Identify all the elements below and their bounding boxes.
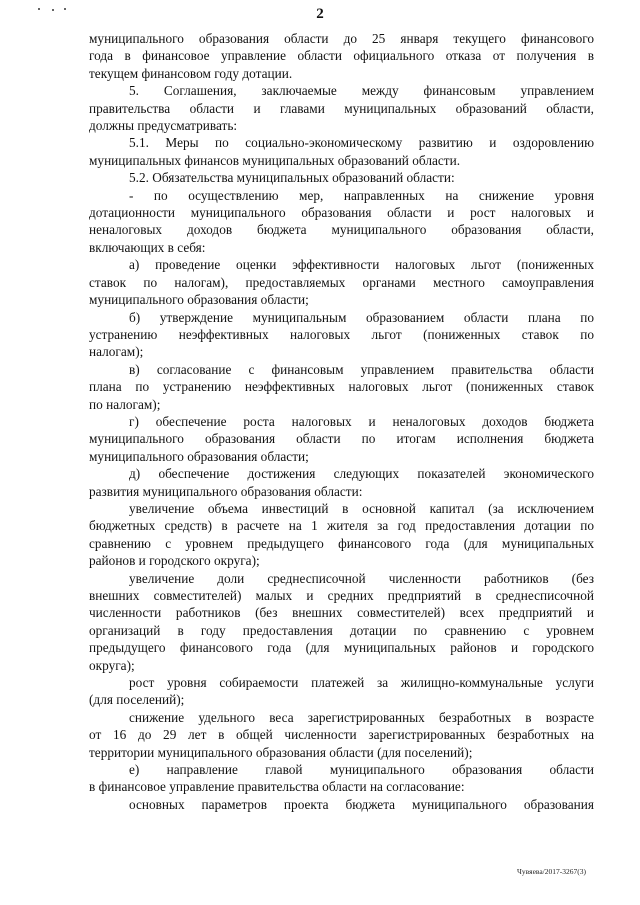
text-line: в финансовое управление правительства области на согласование:: [89, 779, 465, 795]
text-line: 5.1. Меры по социально-экономическому развитию и оздоровлению: [129, 135, 594, 151]
text-line: по налогам);: [89, 396, 161, 412]
text-line: устранению неэффективных налоговых льгот (пониженных ставок по: [89, 326, 594, 342]
text-line: муниципального образования области;: [89, 292, 309, 308]
document-footer-code: Чувяева/2017-3267(3): [517, 867, 586, 876]
text-line: д) обеспечение достижения следующих показателей экономического: [129, 466, 594, 482]
text-line: налогам);: [89, 344, 144, 360]
text-line: текущем финансовом году дотации.: [89, 65, 293, 81]
text-line: в) согласование с финансовым управлением правительства области: [129, 361, 594, 377]
text-line: муниципального образования области по итогам исполнения бюджета: [89, 431, 594, 447]
text-line: б) утверждение муниципальным образованием области плана по: [129, 309, 594, 325]
text-line: территории муниципального образования области (для поселений);: [89, 744, 473, 760]
text-line: (для поселений);: [89, 692, 185, 708]
text-line: сравнению с уровнем предыдущего финансового года (для муниципальных: [89, 535, 594, 551]
text-line: снижение удельного веса зарегистрированных безработных в возрасте: [129, 709, 594, 725]
text-line: муниципальных финансов муниципальных образований области.: [89, 152, 461, 168]
text-line: неналоговых доходов бюджета муниципального образования области,: [89, 222, 594, 238]
text-line: бюджетных средств) в расчете на 1 жителя за год предоставления дотации по: [89, 518, 594, 534]
text-line: г) обеспечение роста налоговых и неналоговых доходов бюджета: [129, 413, 594, 429]
text-line: основных параметров проекта бюджета муниципального образования: [129, 796, 594, 812]
page-number: 2: [316, 6, 324, 22]
text-line: а) проведение оценки эффективности налоговых льгот (пониженных: [129, 257, 594, 273]
text-line: ставок по налогам), предоставляемых органами местного самоуправления: [89, 274, 594, 290]
text-line: 5. Соглашения, заключаемые между финансовым управлением: [129, 83, 594, 99]
text-line: года в финансовое управление области официального отказа от получения в: [89, 48, 594, 64]
text-line: внешних совместителей) малых и средних предприятий в среднесписочной: [89, 588, 594, 603]
text-line: округа);: [89, 657, 135, 673]
text-line: муниципального образования области до 25 января текущего финансового: [89, 31, 594, 46]
text-line: правительства области и главами муниципальных образований области,: [89, 100, 594, 116]
text-line: численности работников (без внешних совместителей) всех предприятий и: [89, 605, 594, 621]
text-line: должны предусматривать:: [89, 118, 238, 134]
text-line: предыдущего финансового года (для муниципальных районов и городского: [89, 640, 594, 656]
text-line: включающих в себя:: [89, 239, 206, 255]
text-line: развития муниципального образования области:: [89, 483, 363, 499]
text-line: 5.2. Обязательства муниципальных образований области:: [129, 170, 455, 186]
text-line: увеличение объема инвестиций в основной капитал (за исключением: [129, 500, 594, 516]
body-text: [89, 30, 594, 813]
text-line: районов и городского округа);: [89, 553, 260, 569]
text-line: дотационности муниципального образования области и рост налоговых и: [89, 205, 594, 221]
text-line: увеличение доли среднесписочной численности работников (без: [129, 570, 594, 586]
text-line: е) направление главой муниципального образования области: [129, 762, 594, 778]
text-line: плана по устранению неэффективных налоговых льгот (пониженных ставок: [89, 379, 594, 395]
text-line: организаций в году предоставления дотации по сравнению с уровнем: [89, 622, 594, 638]
text-line: рост уровня собираемости платежей за жилищно-коммунальные услуги: [129, 675, 594, 691]
text-line: - по осуществлению мер, направленных на снижение уровня: [129, 187, 594, 203]
text-line: муниципального образования области;: [89, 448, 309, 464]
text-line: от 16 до 29 лет в общей численности зарегистрированных безработных на: [89, 727, 594, 743]
